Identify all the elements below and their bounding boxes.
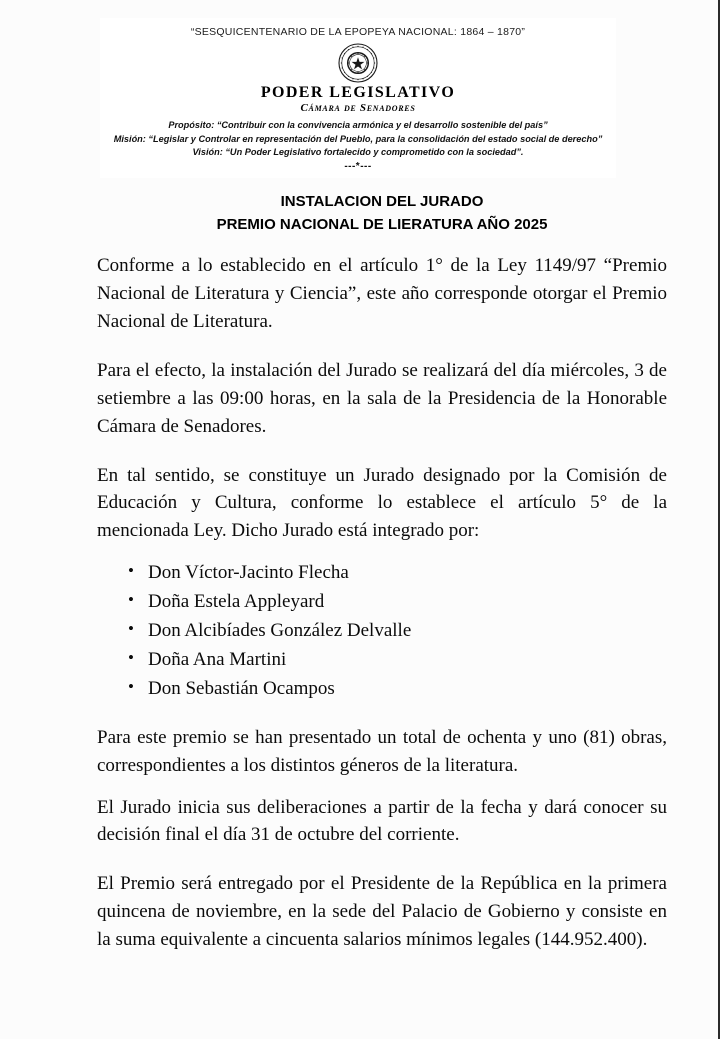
- bullet-icon: •: [128, 590, 134, 610]
- bullet-icon: •: [128, 676, 134, 696]
- paragraph-jury-constitution: En tal sentido, se constituye un Jurado designado por la Comisión de Educación y Cultura, conforme lo establece el artículo 5° de la mencionada Ley. Dicho Jurado está integrado por:: [97, 464, 667, 542]
- bullet-icon: •: [128, 561, 134, 581]
- jury-member-name: Don Sebastián Ocampos: [148, 677, 335, 699]
- jury-member-name: Don Víctor-Jacinto Flecha: [148, 562, 349, 584]
- list-item: [97, 617, 667, 646]
- title-line-2: PREMIO NACIONAL DE LIERATURA AÑO 2025: [216, 216, 548, 234]
- paragraph-deliberation-schedule: El Jurado inicia sus deliberaciones a partir de la fecha y dará conocer su decisión final el día 31 de octubre del corriente.: [97, 796, 667, 846]
- institution-name-secondary: Cámara de Senadores: [300, 101, 416, 114]
- list-item: [97, 675, 667, 704]
- paragraph-legal-basis: Conforme a lo establecido en el artículo 1° de la Ley 1149/97 “Premio Nacional de Literatura y Ciencia”, este año corresponde otorgar el Premio Nacional de Literatura.: [97, 255, 667, 332]
- decorative-divider: ---*---: [344, 161, 372, 173]
- list-item: [97, 588, 667, 617]
- vision-line: Visión: “Un Poder Legislativo fortalecido y comprometido con la sociedad”.: [192, 146, 524, 157]
- list-item: [97, 646, 667, 675]
- mission-line: Misión: “Legislar y Controlar en representación del Pueblo, para la consolidación del estado social de derecho”: [113, 133, 603, 144]
- jury-members-list: [97, 559, 667, 703]
- purpose-line: Propósito: “Contribuir con la convivencia armónica y el desarrollo sostenible del país”: [168, 120, 548, 131]
- institution-name-primary: PODER LEGISLATIVO: [260, 84, 456, 101]
- purpose-mission-vision-block: [100, 119, 616, 159]
- paragraph-award-details: El Premio será entregado por el Presidente de la República en la primera quincena de noviembre, en la sede del Palacio de Gobierno y consiste en la suma equivalente a cincuenta salarios mínimos legales (144.952.400).: [97, 873, 667, 951]
- paragraph-installation-date: Para el efecto, la instalación del Jurado se realizará del día miércoles, 3 de setiembre a las 09:00 horas, en la sala de la Presidencia de la Honorable Cámara de Senadores.: [97, 359, 667, 437]
- commemorative-slogan: “SESQUICENTENARIO DE LA EPOPEYA NACIONAL: 1864 – 1870”: [190, 26, 526, 38]
- letterhead-header-image: [100, 18, 616, 178]
- jury-member-name: Doña Estela Appleyard: [148, 591, 325, 613]
- page-title: [97, 190, 667, 237]
- republic-seal-icon: [338, 43, 378, 83]
- list-item: [97, 559, 667, 588]
- bullet-icon: •: [128, 619, 134, 639]
- title-line-1: INSTALACION DEL JURADO: [280, 193, 484, 210]
- jury-member-name: Don Alcibíades González Delvalle: [148, 620, 412, 642]
- document-body: [97, 252, 667, 975]
- paragraph-submissions-count: Para este premio se han presentado un total de ochenta y uno (81) obras, correspondientes a los distintos géneros de la literatura.: [97, 726, 667, 776]
- bullet-icon: •: [128, 647, 134, 667]
- jury-member-name: Doña Ana Martini: [148, 648, 287, 670]
